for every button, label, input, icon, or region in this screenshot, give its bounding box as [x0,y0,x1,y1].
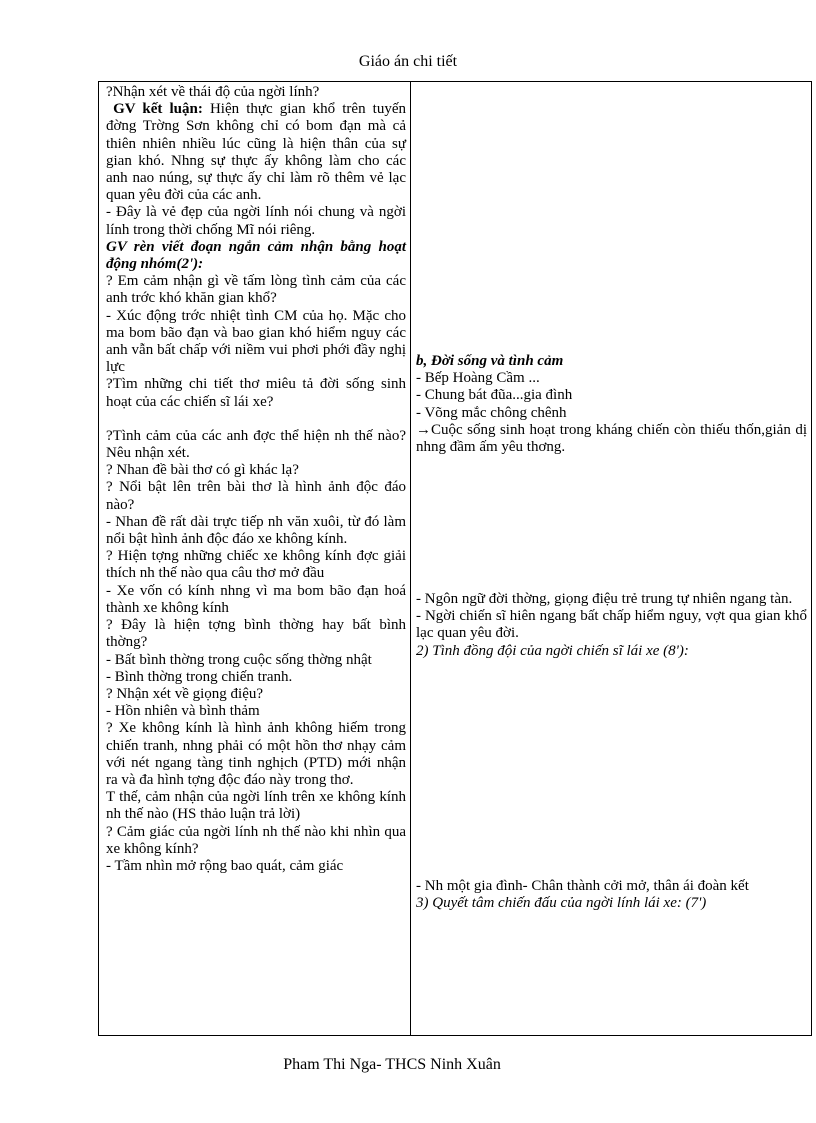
section-heading: b, Đời sống và tình cảm [416,353,564,369]
section-comradeship [416,878,807,912]
question-text: ?Nhận xét về thái độ của ngời lính? [106,84,320,100]
question-text: ? Nổi bật lên trên bài thơ là hình ảnh độc đáo nào? [106,479,406,513]
group-activity-heading: GV rèn viết đoạn ngắn cảm nhận bằng hoạt động nhóm(2'): [106,238,406,273]
answer-text: - Xúc động trớc nhiệt tình CM của họ. Mặc cho ma bom bão đạn và bao gian khó hiểm nguy các anh vẫn bất chấp với niềm vui phơi phới đầy nghị lực [106,307,406,376]
question-text: ? Nhận xét về giọng điệu? [106,685,264,702]
summary-text: Cuộc sống sinh hoạt trong kháng chiến còn thiếu thốn,giản dị nhng đầm ấm yêu thơng. [416,421,807,456]
section-heading: 3) Quyết tâm chiến đấu của ngời lính lái xe: (7') [416,895,707,912]
question-text: ? Đây là hiện tợng bình thờng hay bất bình thờng? [106,617,406,651]
content-line: - Chung bát đũa...gia đình [416,387,573,404]
answer-text: - Bình thờng trong chiến tranh. [106,668,293,685]
content-line: - Nh một gia đình- Chân thành cởi mở, thân ái đoàn kết [416,878,749,894]
content-line: - Ngời chiến sĩ hiên ngang bất chấp hiểm nguy, vợt qua gian khổ lạc quan yêu đời. [416,608,807,642]
question-text: ? Em cảm nhận gì về tấm lòng tình cảm của các anh trớc khó khăn gian khổ? [106,273,406,307]
question-text: ? Hiện tợng những chiếc xe không kính đợc giải thích nh thế nào qua câu thơ mở đầu [106,548,406,582]
question-text: ? Cảm giác của ngời lính nh thế nào khi nhìn qua xe không kính? [106,823,406,857]
section-heading: 2) Tình đồng đội của ngời chiến sĩ lái xe (8'): [416,642,689,659]
page-header: Giáo án chi tiết [358,53,458,70]
conclusion-paragraph [106,101,406,204]
content-column [411,82,811,1035]
answer-text: - Hồn nhiên và bình thảm [106,703,260,720]
spacer [106,411,406,428]
answer-text: - Nhan đề rất dài trực tiếp nh văn xuôi, từ đó làm nổi bật hình ảnh độc đáo xe không kính. [106,513,406,548]
question-text: ?Tìm những chi tiết thơ miêu tả đời sống sinh hoạt của các chiến sĩ lái xe? [106,376,406,410]
question-text: ? Xe không kính là hình ảnh không hiếm trong chiến tranh, nhng phải có một hồn thơ nhạy cảm với nét ngang tàng tinh nghịch (PTD) mới nhận ra và đa hình tợng độc đáo này trong thơ. [106,720,406,788]
right-arrow-icon: → [416,421,431,438]
content-line: - Bếp Hoàng Cầm ... [416,370,540,387]
content-line: - Võng mắc chông chênh [416,404,567,421]
section-b [416,353,807,456]
content-line: - Ngôn ngữ đời thờng, giọng điệu trẻ trung tự nhiên ngang tàn. [416,591,793,607]
summary-line [416,422,807,456]
answer-text: - Tầm nhìn mở rộng bao quát, cảm giác [106,857,344,874]
answer-text: - Đây là vẻ đẹp của ngời lính nói chung và ngời lính trong thời chống Mĩ nói riêng. [106,204,406,238]
answer-text: - Bất bình thờng trong cuộc sống thờng nhật [106,651,372,668]
lesson-table [98,81,812,1036]
question-text: ?Tình cảm của các anh đợc thể hiện nh thế nào? Nêu nhận xét. [106,427,406,462]
page-footer: Pham Thi Nga- THCS Ninh Xuân [283,1056,501,1073]
question-text: ? Nhan đề bài thơ có gì khác lạ? [106,462,299,479]
teacher-activity-column [99,82,411,1035]
answer-text: - Xe vốn có kính nhng vì ma bom bão đạn hoá thành xe không kính [106,582,406,616]
section-language [416,591,807,660]
conclusion-label: GV kết luận: [113,101,203,118]
conclusion-text: Hiện thực gian khổ trên tuyến đờng Trờng Sơn không chỉ có bom đạn mà cả thiên nhiên nhiều lúc cũng là hiện thân của sự gian khó. Nhng sự thực ấy không làm cho các anh nao núng, sự thực ấy chỉ làm rõ thêm vẻ lạc quan yêu đời của các anh. [106,101,406,204]
question-text: T thế, cảm nhận của ngời lính trên xe không kính nh thế nào (HS thảo luận trả lời) [106,789,406,823]
